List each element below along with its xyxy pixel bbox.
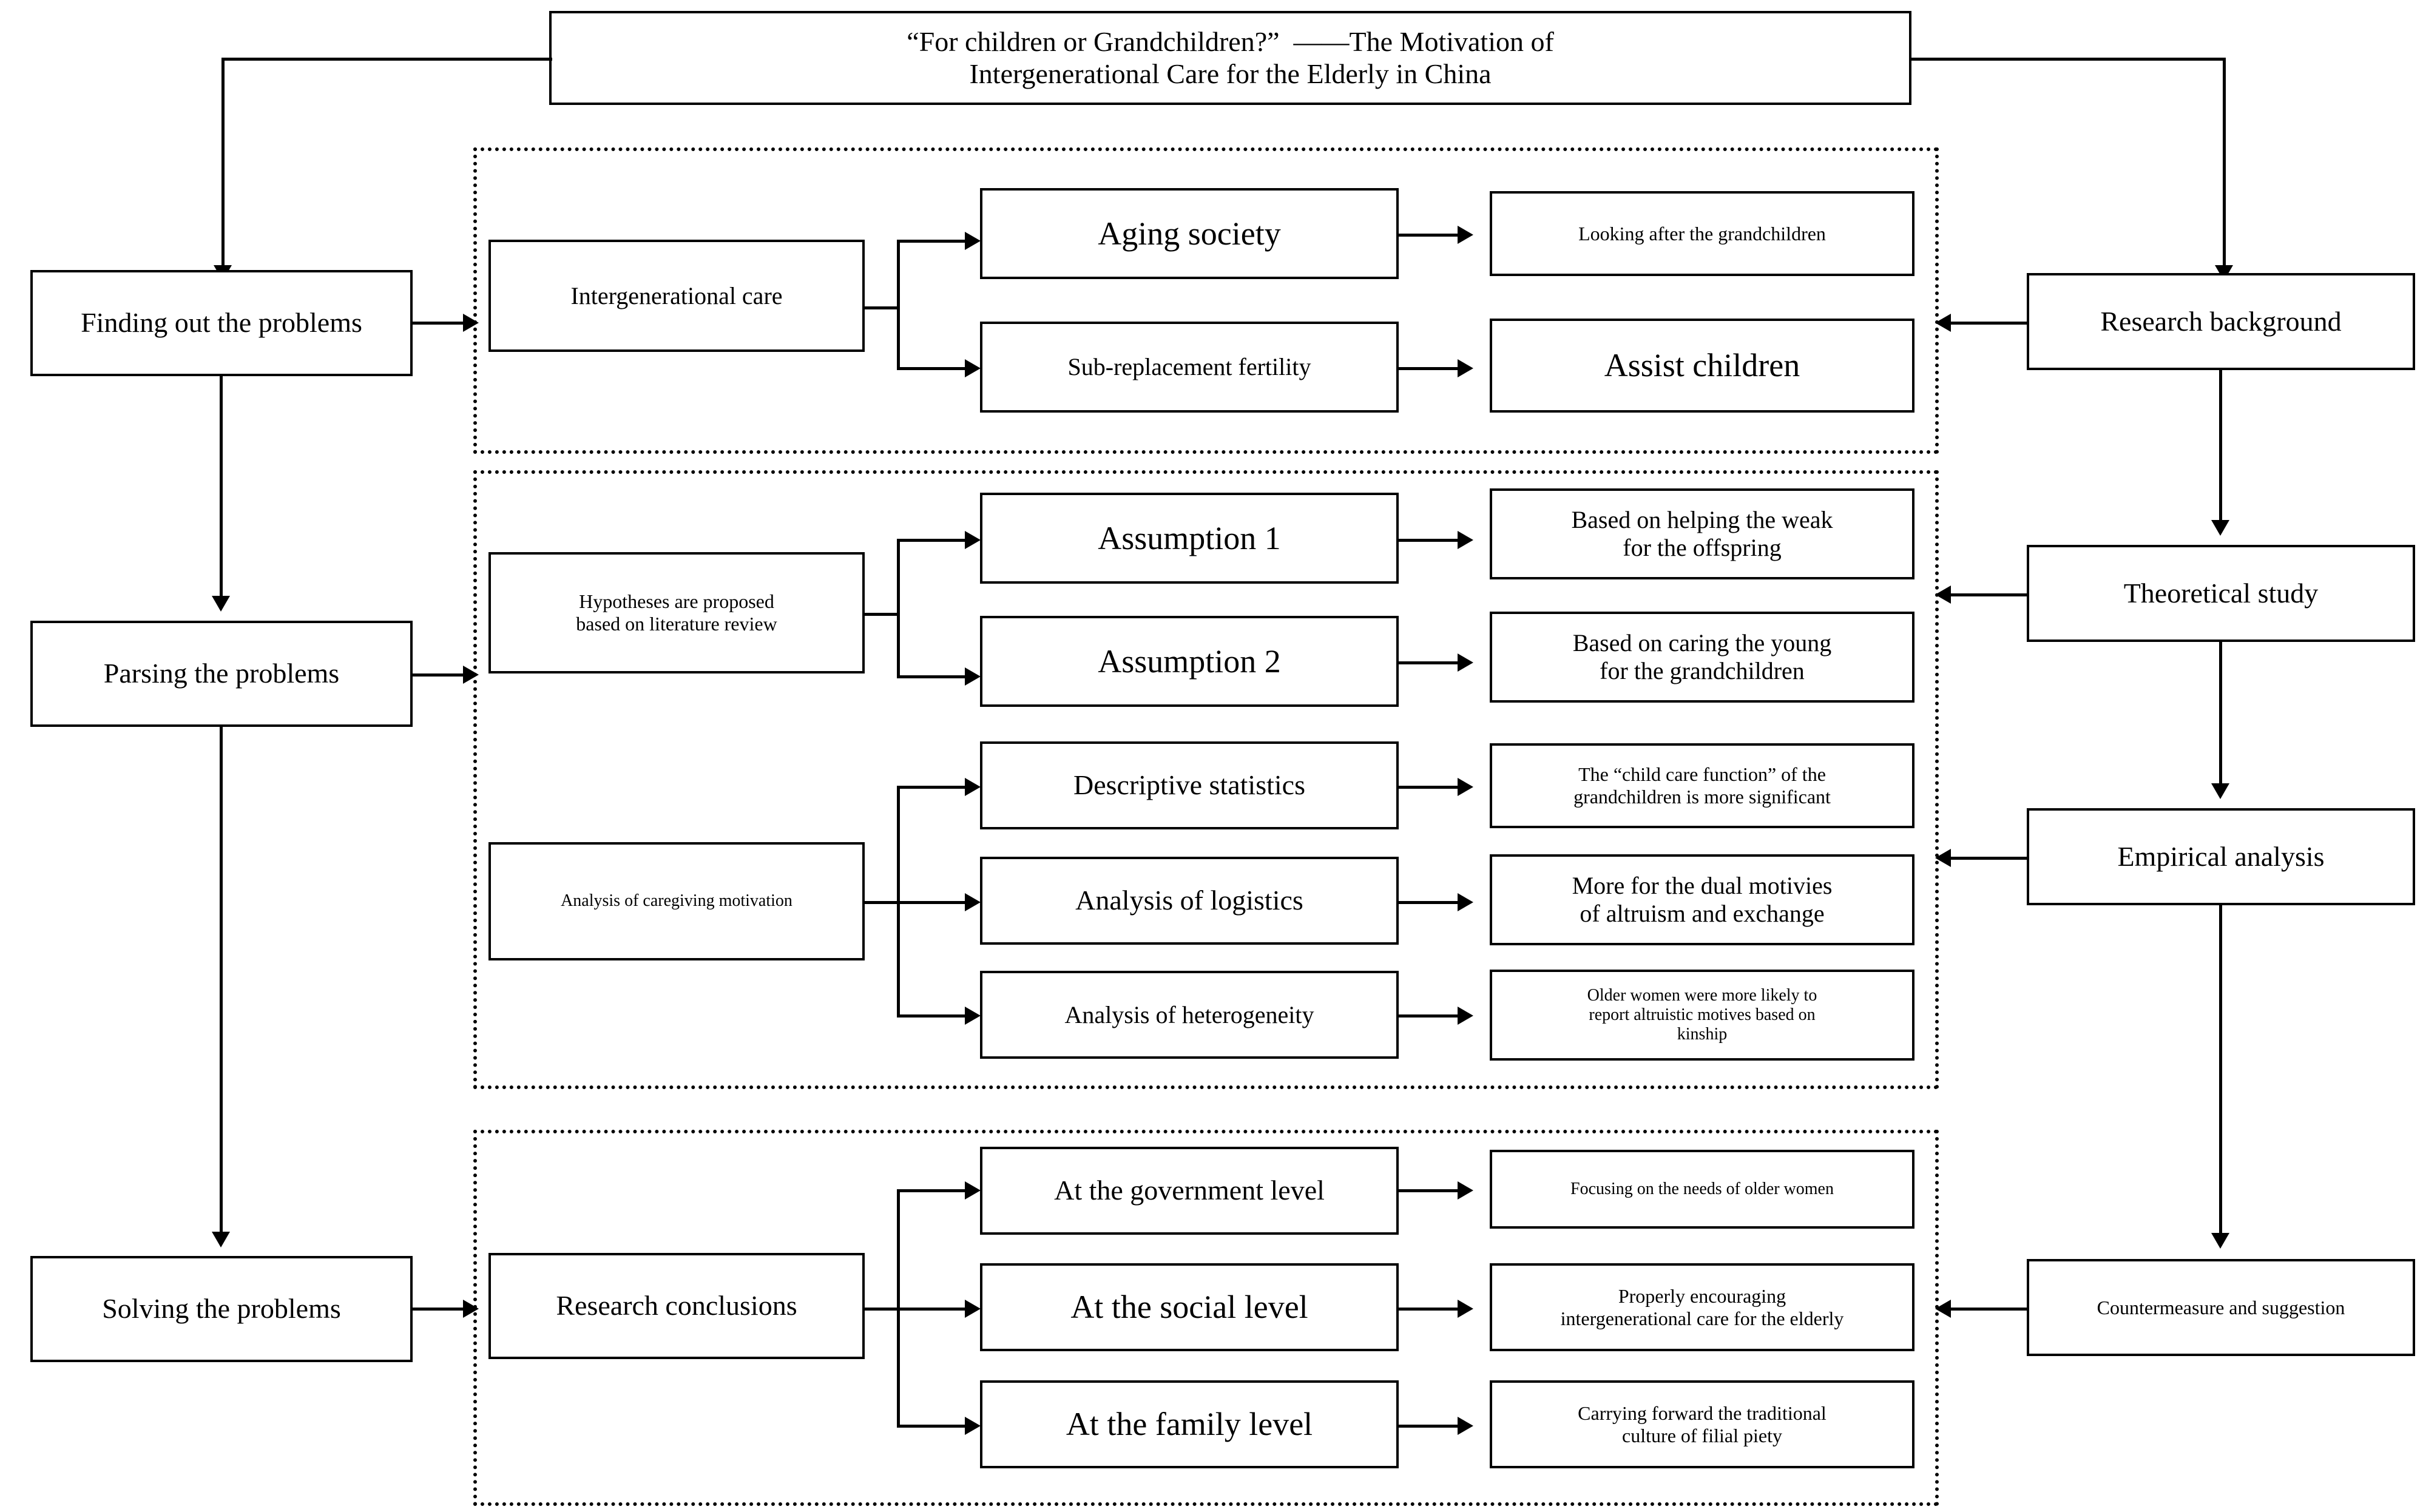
- section-2-middle-assumption-2[interactable]: [980, 616, 1399, 707]
- section-2-result-line1: More for the dual motivies: [1572, 872, 1833, 899]
- section-2-result-line1: Older women were more likely to: [1587, 985, 1817, 1005]
- left-item-label: Parsing the problems: [103, 658, 340, 689]
- section-2-middle-assumption-1[interactable]: [980, 493, 1399, 584]
- section-2-middle-descriptive-statistics[interactable]: [980, 741, 1399, 829]
- section-2-topic-a-line1: Hypotheses are proposed: [579, 590, 774, 613]
- section-1-middle-aging-society[interactable]: [980, 188, 1399, 279]
- title-right-connector-h: [1910, 58, 2226, 61]
- left-to-topic-1-line: [413, 322, 464, 325]
- section-3-result-line1: Properly encouraging: [1618, 1284, 1786, 1307]
- section-2-result-line2: for the offspring: [1623, 534, 1782, 561]
- left-item-solving-the-problems[interactable]: [30, 1256, 413, 1362]
- section-2-result-descriptive-statistics[interactable]: [1490, 743, 1914, 828]
- right-spine-1-arrowhead: [2211, 520, 2229, 536]
- right-spine-3: [2219, 905, 2222, 1234]
- s2-m2-to-r2-line: [1399, 661, 1459, 664]
- s3-m3-to-r3-arrowhead: [1458, 1417, 1473, 1435]
- left-item-label: Solving the problems: [102, 1293, 341, 1325]
- section-2-topic-hypotheses[interactable]: [488, 552, 865, 673]
- section-3-result-line1: Carrying forward the traditional: [1578, 1402, 1827, 1424]
- left-to-topic-2-arrowhead: [463, 666, 479, 684]
- s1-branch-to-m1: [897, 240, 967, 243]
- s3-branch-stem: [865, 1308, 898, 1311]
- section-2-topic-b-label: Analysis of caregiving motivation: [561, 891, 792, 911]
- left-item-finding-out-the-problems[interactable]: [30, 270, 413, 376]
- section-1-middle-label: Aging society: [1098, 215, 1281, 252]
- section-2-topic-a-line2: based on literature review: [576, 613, 777, 635]
- left-spine-2-arrowhead: [212, 1232, 230, 1247]
- s1-branch-spine: [897, 240, 900, 370]
- right-to-result-3-line: [1951, 857, 2027, 860]
- section-2-result-line3: kinship: [1677, 1025, 1728, 1044]
- section-3-topic-research-conclusions[interactable]: [488, 1253, 865, 1359]
- s2a-branch-to-m2-arrowhead: [965, 667, 981, 686]
- s3-m3-to-r3-line: [1399, 1425, 1459, 1428]
- right-to-result-4-arrowhead: [1935, 1300, 1951, 1318]
- section-2-result-assumption-2[interactable]: [1490, 612, 1914, 703]
- section-2-middle-analysis-of-logistics[interactable]: [980, 857, 1399, 945]
- section-2-middle-analysis-of-heterogeneity[interactable]: [980, 971, 1399, 1059]
- section-2-middle-label: Analysis of logistics: [1075, 885, 1303, 916]
- s3-m1-to-r1-line: [1399, 1189, 1459, 1192]
- s3-branch-to-m3: [897, 1425, 967, 1428]
- section-3-result-line2: culture of filial piety: [1622, 1424, 1782, 1446]
- left-to-topic-3-arrowhead: [463, 1300, 479, 1318]
- section-3-middle-at-the-social-level[interactable]: [980, 1263, 1399, 1351]
- s2-m5-to-r5-line: [1399, 1014, 1459, 1018]
- section-2-middle-label: Assumption 1: [1098, 519, 1281, 556]
- s3-branch-to-m1-arrowhead: [965, 1181, 981, 1200]
- s2-m2-to-r2-arrowhead: [1458, 653, 1473, 672]
- right-to-result-1-arrowhead: [1935, 314, 1951, 332]
- s2-m1-to-r1-arrowhead: [1458, 531, 1473, 549]
- right-spine-2: [2219, 642, 2222, 785]
- left-spine-2: [220, 727, 223, 1234]
- section-3-topic-label: Research conclusions: [556, 1290, 797, 1321]
- right-spine-3-arrowhead: [2211, 1233, 2229, 1249]
- s1-branch-to-m1-arrowhead: [965, 232, 981, 250]
- section-2-result-line2: grandchildren is more significant: [1573, 786, 1831, 808]
- s1-m2-to-r2-line: [1399, 367, 1459, 370]
- left-to-topic-3-line: [413, 1308, 464, 1311]
- section-3-middle-label: At the social level: [1070, 1289, 1308, 1326]
- s2a-branch-stem: [865, 613, 898, 616]
- right-to-result-4-line: [1951, 1308, 2027, 1311]
- section-3-result-government-level[interactable]: [1490, 1150, 1914, 1229]
- left-to-topic-2-line: [413, 673, 464, 677]
- s1-m1-to-r1-line: [1399, 234, 1459, 237]
- section-2-result-assumption-1[interactable]: [1490, 488, 1914, 579]
- title-left-connector-h: [221, 58, 552, 61]
- left-to-topic-1-arrowhead: [463, 314, 479, 332]
- s2-m3-to-r3-line: [1399, 786, 1459, 789]
- right-to-result-2-line: [1951, 593, 2027, 596]
- right-item-label: Theoretical study: [2123, 577, 2319, 609]
- section-2-result-line1: Based on caring the young: [1572, 629, 1832, 656]
- s2-m4-to-r4-line: [1399, 901, 1459, 904]
- section-2-result-line2: of altruism and exchange: [1580, 900, 1825, 927]
- s1-m2-to-r2-arrowhead: [1458, 359, 1473, 377]
- s2b-branch-to-m4-arrowhead: [965, 893, 981, 911]
- s2b-branch-to-m3-arrowhead: [965, 778, 981, 796]
- section-2-middle-label: Assumption 2: [1098, 643, 1281, 680]
- s3-m2-to-r2-line: [1399, 1308, 1459, 1311]
- s3-branch-to-m1: [897, 1189, 967, 1192]
- diagram-title-line1: “For children or Grandchildren?” ——The Motivation of: [907, 25, 1554, 57]
- section-1-result-assist-children[interactable]: [1490, 319, 1914, 413]
- section-1-result-label: Assist children: [1604, 347, 1800, 384]
- s1-branch-stem: [865, 306, 898, 309]
- s2b-branch-to-m3: [897, 786, 967, 789]
- right-item-theoretical-study[interactable]: [2027, 545, 2415, 642]
- s3-m1-to-r1-arrowhead: [1458, 1181, 1473, 1200]
- section-2-result-analysis-of-heterogeneity[interactable]: [1490, 970, 1914, 1061]
- s3-branch-to-m2-arrowhead: [965, 1300, 981, 1318]
- section-3-result-social-level[interactable]: [1490, 1263, 1914, 1351]
- section-3-result-family-level[interactable]: [1490, 1380, 1914, 1468]
- section-2-result-line1: The “child care function” of the: [1578, 763, 1826, 786]
- s1-branch-to-m2: [897, 367, 967, 370]
- s2a-branch-spine: [897, 539, 900, 678]
- left-item-label: Finding out the problems: [81, 307, 362, 339]
- left-spine-1: [220, 376, 223, 598]
- s3-m2-to-r2-arrowhead: [1458, 1300, 1473, 1318]
- right-to-result-2-arrowhead: [1935, 586, 1951, 604]
- right-item-empirical-analysis[interactable]: [2027, 808, 2415, 905]
- right-item-label: Research background: [2100, 305, 2342, 337]
- s2-m1-to-r1-line: [1399, 539, 1459, 542]
- s2b-branch-stem: [865, 901, 898, 904]
- section-3-result-line2: intergenerational care for the elderly: [1560, 1307, 1844, 1329]
- section-1-middle-label: Sub-replacement fertility: [1067, 353, 1311, 380]
- s2a-branch-to-m1: [897, 539, 967, 542]
- s2b-branch-to-m4: [897, 901, 967, 904]
- section-2-result-analysis-of-logistics[interactable]: [1490, 854, 1914, 945]
- section-1-topic-label: Intergenerational care: [570, 282, 783, 309]
- left-item-parsing-the-problems[interactable]: [30, 621, 413, 727]
- section-1-middle-sub-replacement-fertility[interactable]: [980, 322, 1399, 413]
- section-3-result-line1: Focusing on the needs of older women: [1570, 1179, 1834, 1198]
- section-3-middle-label: At the government level: [1054, 1175, 1325, 1206]
- right-spine-2-arrowhead: [2211, 783, 2229, 799]
- section-2-topic-analysis-of-caregiving-motivation[interactable]: [488, 842, 865, 960]
- s1-m1-to-r1-arrowhead: [1458, 226, 1473, 244]
- section-2-result-line2: for the grandchildren: [1600, 657, 1805, 684]
- right-to-result-1-line: [1951, 322, 2027, 325]
- s2a-branch-to-m2: [897, 675, 967, 678]
- section-3-middle-at-the-family-level[interactable]: [980, 1380, 1399, 1468]
- section-1-result-looking-after-the-grandchildren[interactable]: [1490, 191, 1914, 276]
- diagram-title-line2: Intergenerational Care for the Elderly in China: [969, 58, 1492, 89]
- s2a-branch-to-m1-arrowhead: [965, 531, 981, 549]
- title-left-connector-v: [221, 58, 225, 267]
- right-item-research-background[interactable]: [2027, 273, 2415, 370]
- section-3-middle-label: At the family level: [1066, 1406, 1313, 1443]
- s2b-branch-to-m5-arrowhead: [965, 1007, 981, 1025]
- s2-m4-to-r4-arrowhead: [1458, 893, 1473, 911]
- section-2-middle-label: Analysis of heterogeneity: [1064, 1001, 1314, 1028]
- section-2-result-line2: report altruistic motives based on: [1589, 1005, 1816, 1024]
- s1-branch-to-m2-arrowhead: [965, 359, 981, 377]
- section-2-middle-label: Descriptive statistics: [1073, 769, 1305, 801]
- section-3-middle-at-the-government-level[interactable]: [980, 1147, 1399, 1235]
- section-1-topic[interactable]: [488, 240, 865, 352]
- s2-m5-to-r5-arrowhead: [1458, 1007, 1473, 1025]
- s3-branch-to-m2: [897, 1308, 967, 1311]
- right-item-label: Empirical analysis: [2117, 840, 2325, 872]
- title-right-connector-v: [2223, 58, 2226, 267]
- right-spine-1: [2219, 370, 2222, 522]
- section-2-result-line1: Based on helping the weak: [1571, 506, 1833, 533]
- right-item-label: Countermeasure and suggestion: [2097, 1296, 2345, 1318]
- s2-m3-to-r3-arrowhead: [1458, 778, 1473, 796]
- s3-branch-to-m3-arrowhead: [965, 1417, 981, 1435]
- right-to-result-3-arrowhead: [1935, 849, 1951, 867]
- left-spine-1-arrowhead: [212, 596, 230, 612]
- diagram-title-box: [549, 11, 1911, 105]
- right-item-countermeasure-and-suggestion[interactable]: [2027, 1259, 2415, 1356]
- section-1-result-label: Looking after the grandchildren: [1578, 222, 1826, 245]
- s2b-branch-to-m5: [897, 1014, 967, 1018]
